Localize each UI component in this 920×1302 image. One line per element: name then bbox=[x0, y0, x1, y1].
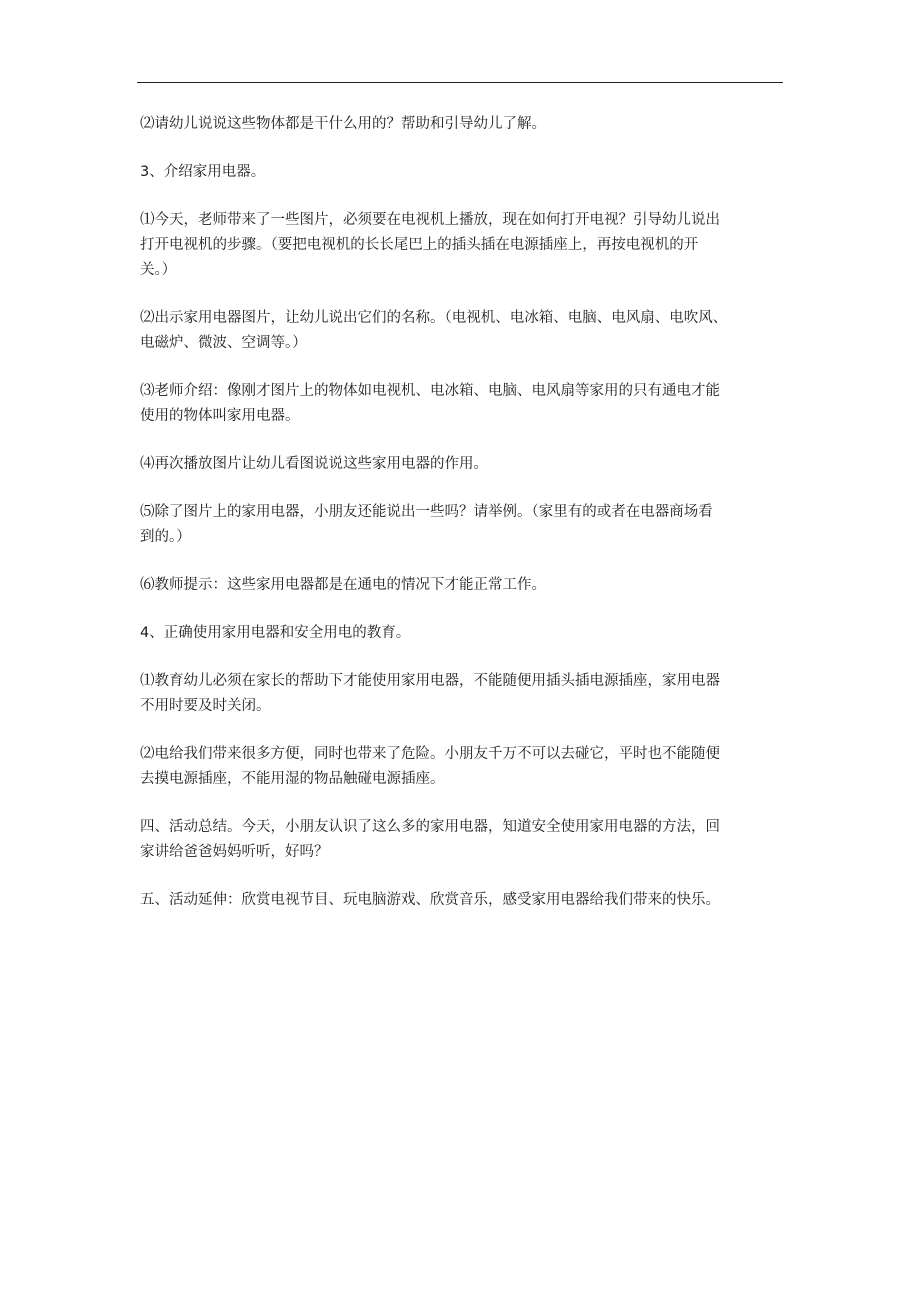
text-line: ⑵出示家用电器图片，让幼儿说出它们的名称。（电视机、电冰箱、电脑、电风扇、电吹风、 bbox=[140, 310, 728, 326]
text-line: ⑴今天，老师带来了一些图片，必须要在电视机上播放，现在如何打开电视？引导幼儿说出 bbox=[140, 212, 720, 228]
paragraph-step-2-2 bbox=[140, 112, 788, 137]
text-line: ⑵请幼儿说说这些物体都是干什么用的？帮助和引导幼儿了解。 bbox=[140, 116, 546, 132]
text-line: ⑷再次播放图片让幼儿看图说说这些家用电器的作用。 bbox=[140, 456, 488, 472]
text-line: 4、正确使用家用电器和安全用电的教育。 bbox=[140, 625, 411, 641]
paragraph-step-3-4 bbox=[140, 452, 788, 477]
section-activity-extension bbox=[140, 888, 788, 913]
text-line: ⑹教师提示：这些家用电器都是在通电的情况下才能正常工作。 bbox=[140, 577, 546, 593]
text-line: 不用时要及时关闭。 bbox=[140, 698, 271, 714]
section-heading-3 bbox=[140, 160, 788, 185]
header-rule bbox=[137, 82, 783, 83]
section-activity-summary bbox=[140, 815, 788, 865]
paragraph-step-3-6 bbox=[140, 573, 788, 598]
document-body bbox=[140, 112, 788, 936]
text-line: 电磁炉、微波、空调等。） bbox=[140, 335, 307, 351]
text-line: 五、活动延伸：欣赏电视节目、玩电脑游戏、欣赏音乐，感受家用电器给我们带来的快乐。 bbox=[140, 892, 720, 908]
text-line: 使用的物体叫家用电器。 bbox=[140, 408, 300, 424]
text-line: ⑶老师介绍：像刚才图片上的物体如电视机、电冰箱、电脑、电风扇等家用的只有通电才能 bbox=[140, 383, 720, 399]
paragraph-step-3-2 bbox=[140, 306, 788, 356]
paragraph-step-3-1 bbox=[140, 208, 788, 283]
text-line: 3、介绍家用电器。 bbox=[140, 164, 266, 180]
section-heading-4 bbox=[140, 621, 788, 646]
paragraph-step-3-3 bbox=[140, 379, 788, 429]
paragraph-step-3-5 bbox=[140, 500, 788, 550]
text-line: 家讲给爸爸妈妈听听，好吗？ bbox=[140, 844, 329, 860]
text-line: 去摸电源插座，不能用湿的物品触碰电源插座。 bbox=[140, 771, 445, 787]
paragraph-step-4-1 bbox=[140, 669, 788, 719]
text-line: 关。） bbox=[140, 262, 177, 278]
text-line: ⑴教育幼儿必须在家长的帮助下才能使用家用电器，不能随便用插头插电源插座，家用电器 bbox=[140, 673, 720, 689]
text-line: 打开电视机的步骤。（要把电视机的长长尾巴上的插头插在电源插座上，再按电视机的开 bbox=[140, 237, 699, 253]
text-line: ⑸除了图片上的家用电器，小朋友还能说出一些吗？请举例。（家里有的或者在电器商场看 bbox=[140, 504, 713, 520]
text-line: 四、活动总结。今天，小朋友认识了这么多的家用电器，知道安全使用家用电器的方法，回 bbox=[140, 819, 720, 835]
text-line: ⑵电给我们带来很多方便，同时也带来了危险。小朋友千万不可以去碰它，平时也不能随便 bbox=[140, 746, 720, 762]
text-line: 到的。） bbox=[140, 529, 191, 545]
paragraph-step-4-2 bbox=[140, 742, 788, 792]
